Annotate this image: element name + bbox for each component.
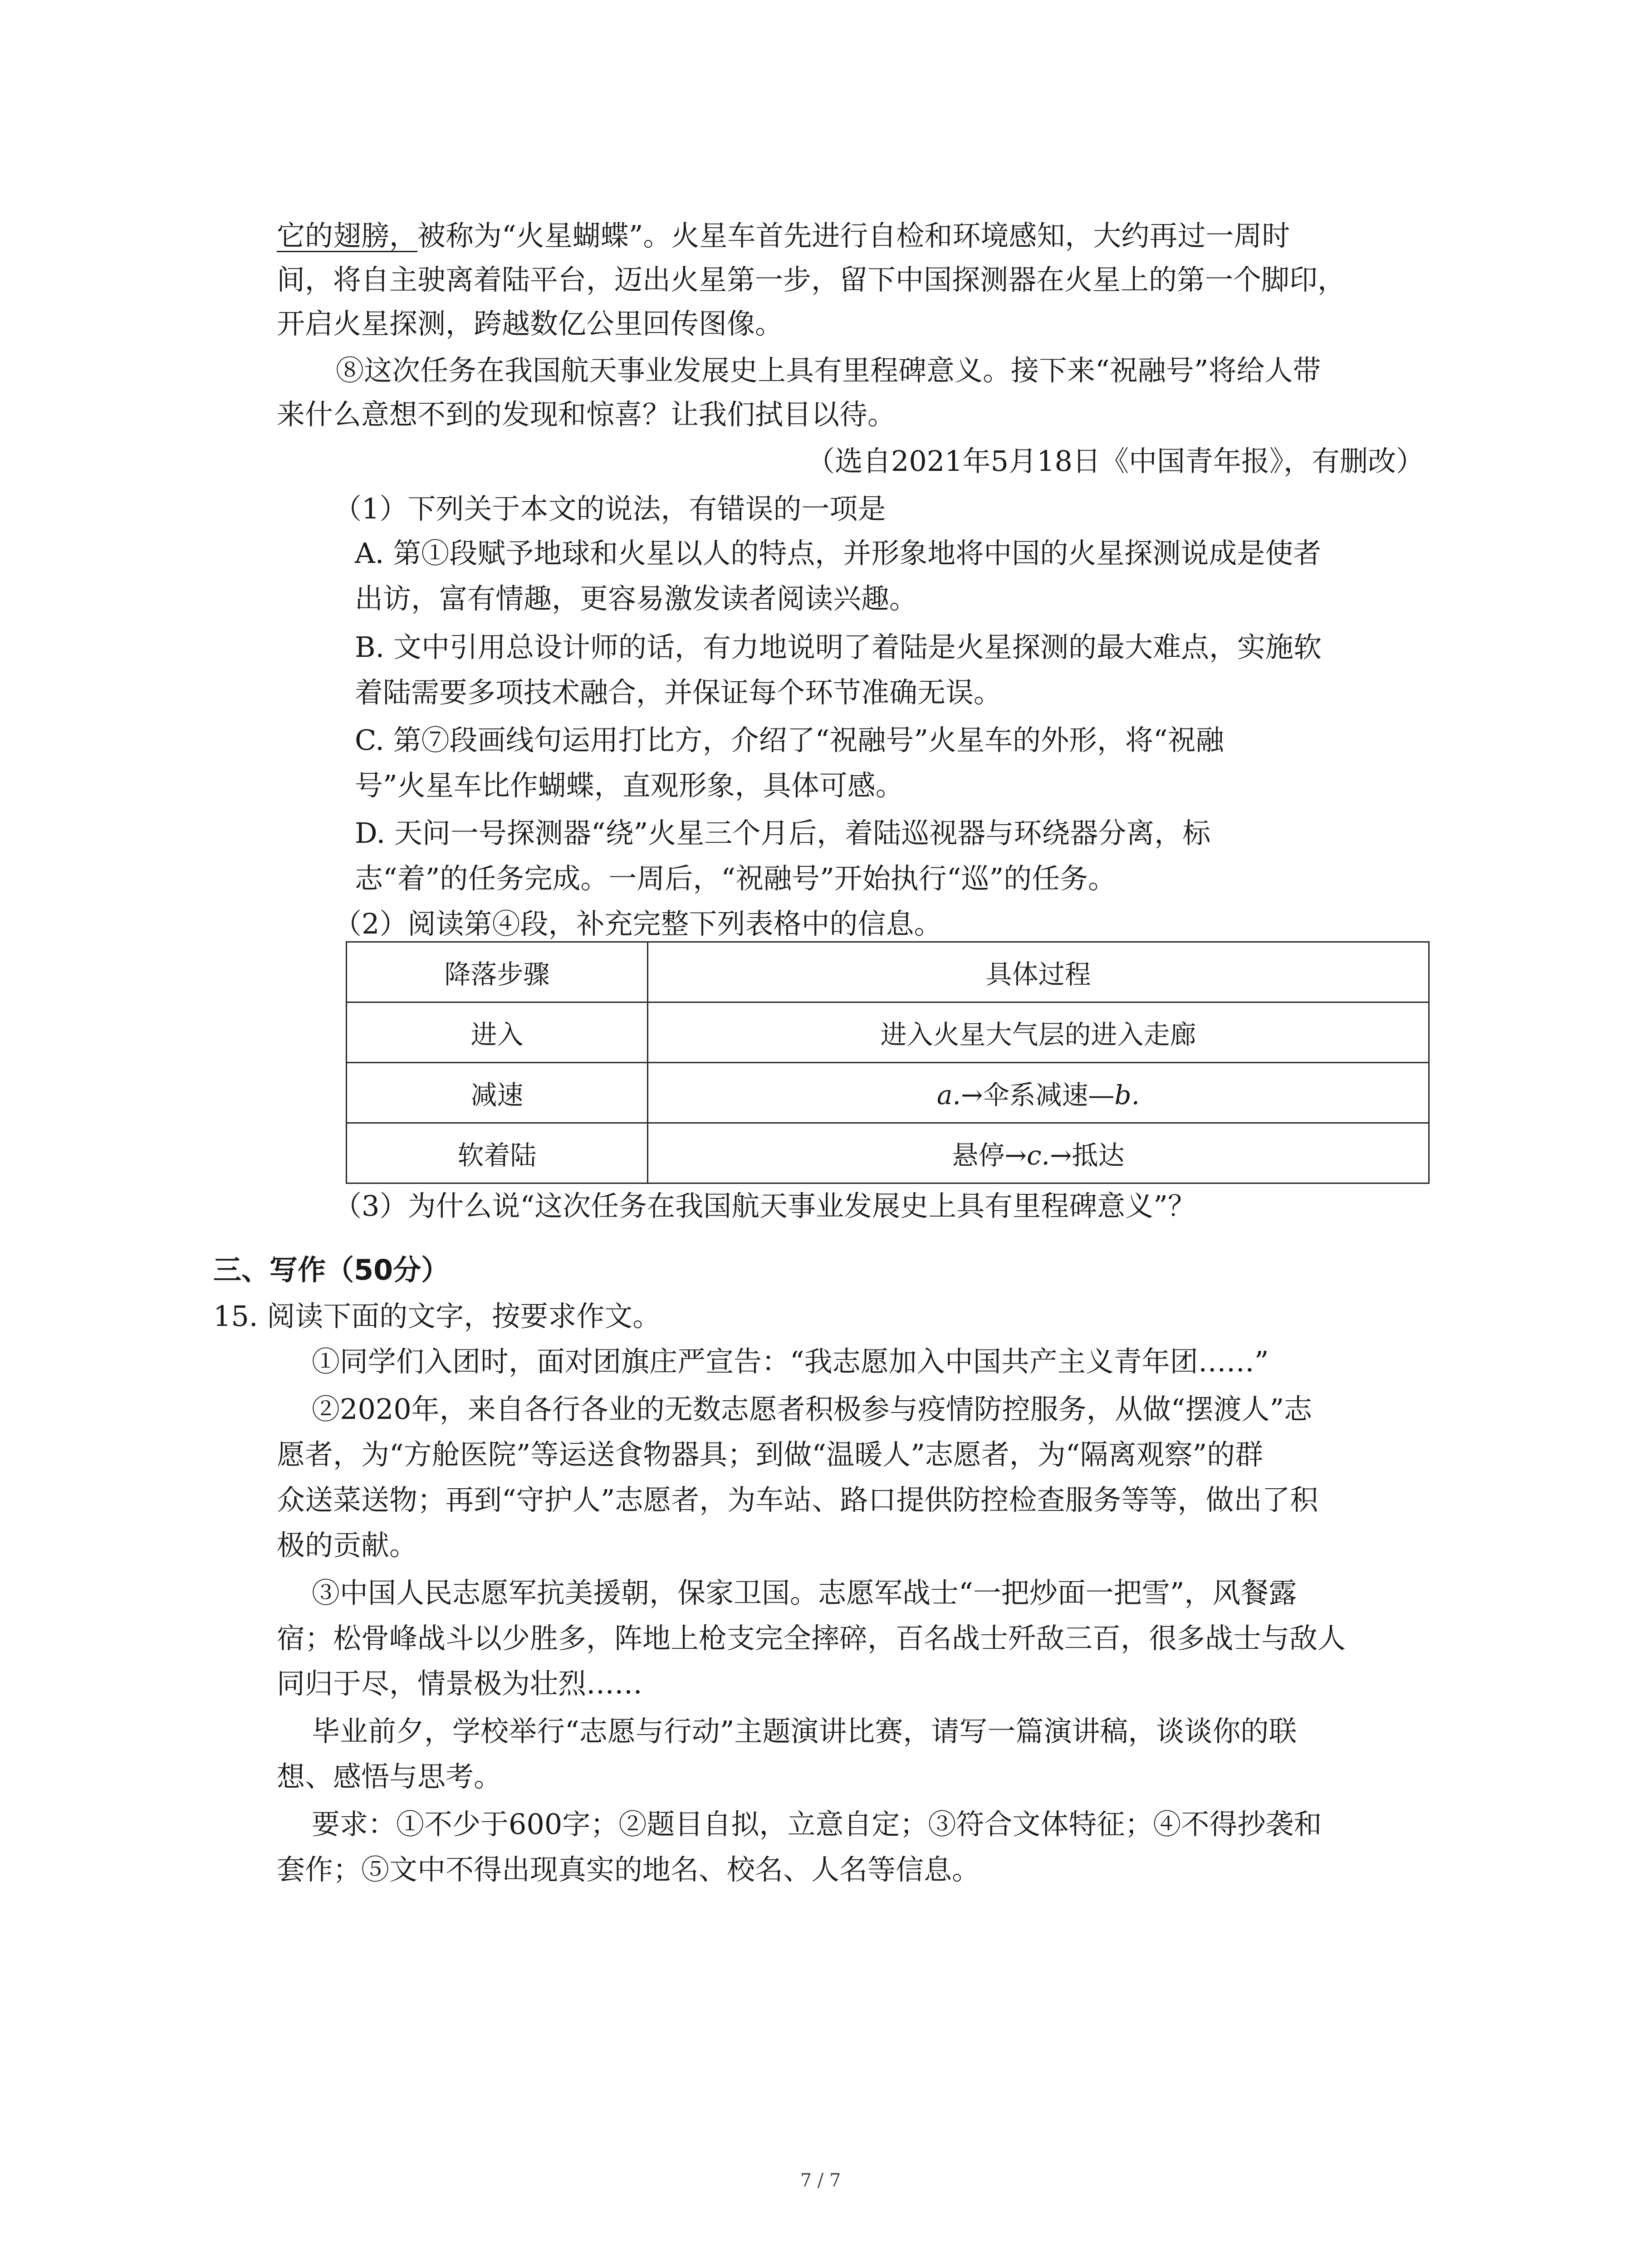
table-row bbox=[347, 1063, 1429, 1123]
writing-task-line2: 想、感悟与思考。 bbox=[277, 1760, 502, 1793]
material-3-line3: 同归于尽，情景极为壮烈…… bbox=[277, 1667, 643, 1700]
table-cell-process: 进入火星大气层的进入走廊 bbox=[648, 1002, 1429, 1063]
material-3-line1: ③中国人民志愿军抗美援朝，保家卫国。志愿军战士“一把炒面一把雪”，风餐露 bbox=[312, 1576, 1297, 1609]
q1-option-c-line2: 号”火星车比作蝴蝶，直观形象，具体可感。 bbox=[355, 769, 904, 802]
q1-option-c-line1: C. 第⑦段画线句运用打比方，介绍了“祝融号”火星车的外形，将“祝融 bbox=[355, 723, 1224, 757]
material-2-line1: ②2020年，来自各行各业的无数志愿者积极参与疫情防控服务，从做“摆渡人”志 bbox=[312, 1393, 1313, 1426]
table-row bbox=[347, 1123, 1429, 1183]
material-2-line2: 愿者，为“方舱医院”等运送食物器具；到做“温暖人”志愿者，为“隔离观察”的群 bbox=[277, 1438, 1264, 1471]
material-2-line4: 极的贡献。 bbox=[277, 1529, 418, 1562]
material-2-line3: 众送菜送物；再到“守护人”志愿者，为车站、路口提供防控检查服务等等，做出了积 bbox=[277, 1483, 1318, 1516]
q2-stem: （2）阅读第④段，补充完整下列表格中的信息。 bbox=[333, 907, 942, 940]
q1-option-b-line2: 着陆需要多项技术融合，并保证每个环节准确无误。 bbox=[355, 676, 1002, 709]
requirements-line2: 套作；⑤文中不得出现真实的地名、校名、人名等信息。 bbox=[277, 1853, 980, 1886]
q1-option-d-line1: D. 天问一号探测器“绕”火星三个月后，着陆巡视器与环绕器分离，标 bbox=[355, 816, 1211, 850]
table-cell-process bbox=[648, 1063, 1429, 1123]
landing-steps-table bbox=[346, 941, 1430, 1184]
table-cell-step: 减速 bbox=[347, 1063, 648, 1123]
table-cell-step: 进入 bbox=[347, 1002, 648, 1063]
process-text: 悬停→ bbox=[952, 1140, 1027, 1171]
requirements-line1: 要求：①不少于600字；②题目自拟，立意自定；③符合文体特征；④不得抄袭和 bbox=[312, 1808, 1322, 1841]
q15-stem: 15. 阅读下面的文字，按要求作文。 bbox=[213, 1300, 661, 1333]
q1-stem: （1）下列关于本文的说法，有错误的一项是 bbox=[333, 492, 886, 525]
passage-p8-line1: ⑧这次任务在我国航天事业发展史上具有里程碑意义。接下来“祝融号”将给人带 bbox=[336, 354, 1321, 387]
passage-p7-line3: 开启火星探测，跨越数亿公里回传图像。 bbox=[277, 307, 784, 340]
writing-task-line1: 毕业前夕，学校举行“志愿与行动”主题演讲比赛，请写一篇演讲稿，谈谈你的联 bbox=[312, 1715, 1297, 1748]
underlined-sentence-end: 它的翅膀， bbox=[277, 219, 418, 252]
q1-option-d-line2: 志“着”的任务完成。一周后，“祝融号”开始执行“巡”的任务。 bbox=[355, 862, 1117, 895]
passage-p7-line1 bbox=[277, 217, 1290, 255]
table-cell-process bbox=[648, 1123, 1429, 1183]
table-header-step: 降落步骤 bbox=[347, 942, 648, 1002]
process-text: →抵达 bbox=[1049, 1140, 1125, 1171]
table-row bbox=[347, 1002, 1429, 1063]
blank-c-label: c. bbox=[1027, 1140, 1050, 1171]
passage-source: （选自2021年5月18日《中国青年报》，有删改） bbox=[806, 445, 1424, 478]
passage-p7-line1-rest: 被称为“火星蝴蝶”。火星车首先进行自检和环境感知，大约再过一周时 bbox=[417, 219, 1290, 252]
table-header-row bbox=[347, 942, 1429, 1002]
table-header-process: 具体过程 bbox=[648, 942, 1429, 1002]
q1-option-a-line2: 出访，富有情趣，更容易激发读者阅读兴趣。 bbox=[355, 582, 918, 615]
passage-p7-line2: 间，将自主驶离着陆平台，迈出火星第一步，留下中国探测器在火星上的第一个脚印， bbox=[277, 263, 1346, 296]
passage-p8-line2: 来什么意想不到的发现和惊喜？让我们拭目以待。 bbox=[277, 398, 896, 431]
q1-option-a-line1: A. 第①段赋予地球和火星以人的特点，并形象地将中国的火星探测说成是使者 bbox=[355, 537, 1322, 570]
material-1: ①同学们入团时，面对团旗庄严宣告：“我志愿加入中国共产主义青年团……” bbox=[312, 1345, 1269, 1378]
material-3-line2: 宿；松骨峰战斗以少胜多，阵地上枪支完全摔碎，百名战士歼敌三百，很多战士与敌人 bbox=[277, 1622, 1346, 1655]
blank-a-label: a. bbox=[936, 1080, 961, 1110]
q1-option-b-line1: B. 文中引用总设计师的话，有力地说明了着陆是火星探测的最大难点，实施软 bbox=[355, 631, 1322, 664]
page-number: 7 / 7 bbox=[800, 2170, 841, 2191]
table-cell-step: 软着陆 bbox=[347, 1123, 648, 1183]
process-text: →伞系减速— bbox=[960, 1080, 1115, 1110]
section-heading: 三、写作（50分） bbox=[213, 1253, 450, 1286]
q3-stem: （3）为什么说“这次任务在我国航天事业发展史上具有里程碑意义”？ bbox=[333, 1189, 1196, 1222]
blank-b-label: b. bbox=[1114, 1080, 1140, 1110]
